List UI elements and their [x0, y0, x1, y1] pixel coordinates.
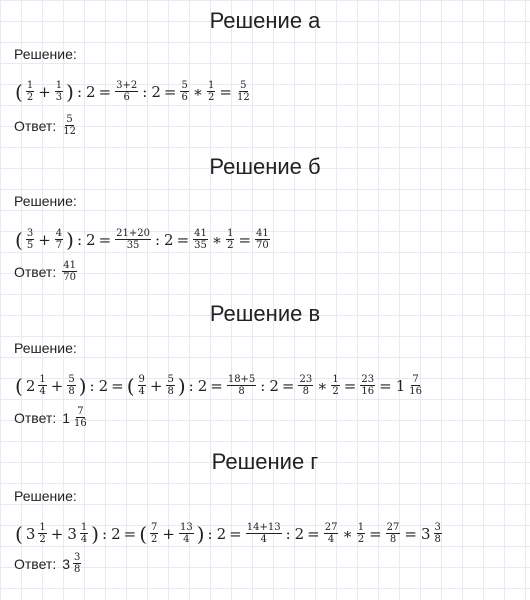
fraction-denominator: 4	[183, 534, 190, 545]
fraction-numerator: 4	[55, 228, 63, 239]
fraction-denominator: 8	[167, 386, 174, 397]
parenthesis: )	[66, 79, 74, 104]
answer-row	[14, 406, 90, 429]
fraction-denominator: 2	[39, 534, 46, 545]
solution-label: Решение:	[14, 340, 77, 356]
fraction	[324, 522, 339, 545]
fraction-numerator: 5	[68, 374, 75, 385]
parenthesis: )	[78, 373, 87, 398]
fraction	[207, 80, 215, 103]
fraction-denominator: 4	[80, 534, 88, 545]
operator: =	[404, 524, 417, 543]
number: 2	[25, 376, 36, 395]
operator: =	[111, 376, 124, 395]
fraction-numerator: 7	[151, 522, 158, 533]
fraction	[236, 80, 251, 103]
number: 2	[164, 230, 174, 249]
operator: =	[163, 82, 177, 101]
fraction-numerator: 14+13	[246, 522, 281, 533]
fraction-denominator: 3	[55, 92, 63, 103]
fraction-denominator: 4	[327, 534, 335, 545]
fraction-denominator: 16	[409, 386, 422, 397]
number: 2	[86, 230, 96, 249]
fraction	[331, 374, 339, 397]
fraction-denominator: 16	[361, 386, 375, 397]
parenthesis: )	[91, 521, 100, 546]
number: 3	[420, 524, 431, 543]
fraction-denominator: 70	[63, 272, 76, 283]
fraction	[38, 522, 46, 545]
fraction	[26, 80, 34, 103]
fraction	[180, 80, 188, 103]
fraction-numerator: 18+5	[227, 374, 256, 385]
parenthesis: (	[15, 373, 23, 398]
operator: :	[188, 376, 194, 395]
fraction	[38, 374, 46, 397]
operator: =	[210, 376, 223, 395]
operator: :	[207, 524, 213, 543]
fraction-numerator: 41	[256, 228, 269, 239]
operator: :	[102, 524, 108, 543]
fraction-numerator: 41	[63, 260, 76, 271]
fraction-denominator: 4	[260, 534, 267, 545]
fraction-numerator: 1	[332, 374, 339, 385]
operator: :	[76, 82, 83, 101]
fraction-numerator: 27	[386, 522, 400, 533]
answer-row	[14, 552, 83, 575]
operator: =	[343, 376, 357, 395]
parenthesis: )	[66, 227, 74, 252]
fraction	[67, 374, 75, 397]
fraction	[226, 228, 234, 251]
fraction-denominator: 2	[26, 92, 34, 103]
fraction	[115, 228, 151, 251]
fraction-numerator: 41	[194, 228, 207, 239]
operator: =	[98, 82, 112, 101]
number: 2	[98, 376, 109, 395]
fraction-numerator: 3	[434, 522, 441, 533]
fraction	[193, 228, 208, 251]
operator: =	[281, 376, 295, 395]
fraction	[298, 374, 313, 397]
answer-value	[60, 114, 79, 137]
fraction-numerator: 23	[361, 374, 375, 385]
solution-formula	[14, 374, 425, 397]
number: 2	[151, 82, 161, 101]
parenthesis: (	[139, 521, 148, 546]
operator: :	[89, 376, 95, 395]
fraction-numerator: 3+2	[116, 80, 138, 91]
operator: ∗	[211, 230, 223, 249]
fraction	[246, 522, 282, 545]
number: 3	[67, 524, 77, 543]
fraction-denominator: 6	[123, 92, 130, 103]
fraction	[408, 374, 423, 397]
parenthesis: (	[15, 227, 23, 252]
operator: =	[307, 524, 320, 543]
fraction-numerator: 5	[181, 80, 188, 91]
fraction	[357, 522, 365, 545]
fraction-denominator: 6	[181, 92, 188, 103]
fraction-denominator: 12	[63, 126, 76, 137]
fraction	[360, 374, 375, 397]
operator: =	[229, 524, 242, 543]
fraction-denominator: 4	[39, 386, 46, 397]
answer-value	[60, 406, 90, 429]
fraction	[55, 80, 63, 103]
section-title: Решение а	[209, 8, 321, 33]
operator: ∗	[192, 82, 204, 101]
fraction	[434, 522, 442, 545]
operator: :	[142, 82, 148, 101]
fraction-numerator: 1	[26, 80, 34, 91]
answer-value	[60, 260, 79, 283]
fraction-numerator: 23	[299, 374, 313, 385]
fraction	[26, 228, 34, 251]
solution-label: Решение:	[14, 193, 77, 209]
solution-formula	[14, 80, 253, 103]
solution-formula	[14, 522, 444, 545]
fraction-denominator: 8	[434, 534, 441, 545]
fraction-numerator: 27	[324, 522, 338, 533]
fraction-denominator: 35	[126, 240, 140, 251]
fraction-numerator: 21+20	[116, 228, 150, 239]
answer-label: Ответ:	[14, 263, 57, 280]
fraction	[73, 552, 81, 575]
fraction-numerator: 1	[55, 80, 63, 91]
parenthesis: (	[126, 373, 135, 398]
fraction-denominator: 2	[332, 386, 339, 397]
number: 2	[86, 82, 96, 101]
fraction-denominator: 8	[74, 564, 81, 575]
parenthesis: )	[177, 373, 186, 398]
section-title: Решение в	[209, 301, 321, 326]
number: 3	[62, 555, 71, 572]
operator: +	[50, 524, 64, 543]
fraction	[62, 260, 77, 283]
fraction-denominator: 2	[227, 240, 234, 251]
operator: :	[260, 376, 266, 395]
fraction-denominator: 12	[236, 92, 250, 103]
solution-label: Решение:	[14, 46, 77, 62]
fraction-numerator: 1	[39, 374, 46, 385]
fraction	[80, 522, 88, 545]
fraction-denominator: 8	[68, 386, 75, 397]
operator: =	[176, 230, 190, 249]
operator: :	[285, 524, 291, 543]
operator: +	[38, 230, 51, 249]
operator: +	[149, 376, 163, 395]
operator: :	[154, 230, 161, 249]
solution-formula	[14, 228, 272, 251]
fraction-denominator: 5	[26, 240, 34, 251]
operator: :	[76, 230, 83, 249]
answer-label: Ответ:	[14, 117, 57, 134]
fraction-numerator: 13	[180, 522, 193, 533]
fraction	[166, 374, 174, 397]
fraction-numerator: 7	[77, 406, 84, 417]
fraction	[62, 114, 77, 137]
fraction-denominator: 2	[208, 92, 215, 103]
solution-label: Решение:	[14, 488, 77, 504]
fraction-denominator: 8	[389, 534, 397, 545]
operator: ∗	[317, 376, 328, 395]
fraction-denominator: 16	[74, 418, 87, 429]
number: 2	[294, 524, 305, 543]
operator: =	[238, 230, 252, 249]
fraction-denominator: 35	[194, 240, 207, 251]
fraction-denominator: 70	[256, 240, 269, 251]
number: 1	[395, 376, 406, 395]
parenthesis: (	[15, 521, 23, 546]
operator: =	[379, 376, 392, 395]
fraction	[150, 522, 158, 545]
section-title: Решение б	[209, 154, 321, 179]
parenthesis: )	[196, 521, 205, 546]
fraction-denominator: 4	[138, 386, 145, 397]
parenthesis: (	[15, 79, 23, 104]
fraction	[73, 406, 88, 429]
fraction-numerator: 7	[412, 374, 419, 385]
operator: ∗	[342, 524, 353, 543]
fraction-numerator: 3	[74, 552, 81, 563]
fraction-denominator: 7	[55, 240, 63, 251]
section-title: Решение г	[211, 449, 319, 474]
fraction	[138, 374, 146, 397]
answer-value	[60, 552, 83, 575]
fraction-denominator: 8	[238, 386, 245, 397]
number: 3	[25, 524, 36, 543]
fraction	[55, 228, 63, 251]
operator: =	[123, 524, 137, 543]
fraction-denominator: 2	[151, 534, 158, 545]
answer-label: Ответ:	[14, 409, 57, 426]
number: 2	[111, 524, 121, 543]
fraction-numerator: 3	[26, 228, 34, 239]
fraction	[255, 228, 270, 251]
fraction-numerator: 9	[138, 374, 145, 385]
operator: =	[98, 230, 112, 249]
operator: =	[219, 82, 232, 101]
fraction-numerator: 1	[208, 80, 215, 91]
fraction-numerator: 1	[357, 522, 365, 533]
fraction-numerator: 1	[227, 228, 234, 239]
fraction-numerator: 1	[80, 522, 88, 533]
fraction-denominator: 8	[302, 386, 310, 397]
number: 2	[269, 376, 279, 395]
answer-row	[14, 114, 79, 137]
operator: +	[50, 376, 64, 395]
operator: +	[38, 82, 51, 101]
number: 1	[62, 409, 71, 426]
fraction	[227, 374, 256, 397]
fraction-denominator: 2	[357, 534, 365, 545]
fraction	[115, 80, 138, 103]
number: 2	[197, 376, 208, 395]
fraction	[386, 522, 401, 545]
operator: =	[369, 524, 382, 543]
answer-row	[14, 260, 79, 283]
fraction-numerator: 5	[240, 80, 247, 91]
fraction-numerator: 5	[66, 114, 73, 125]
fraction-numerator: 1	[39, 522, 46, 533]
fraction	[179, 522, 194, 545]
answer-label: Ответ:	[14, 555, 57, 572]
operator: +	[162, 524, 175, 543]
number: 2	[216, 524, 227, 543]
fraction-numerator: 5	[167, 374, 174, 385]
